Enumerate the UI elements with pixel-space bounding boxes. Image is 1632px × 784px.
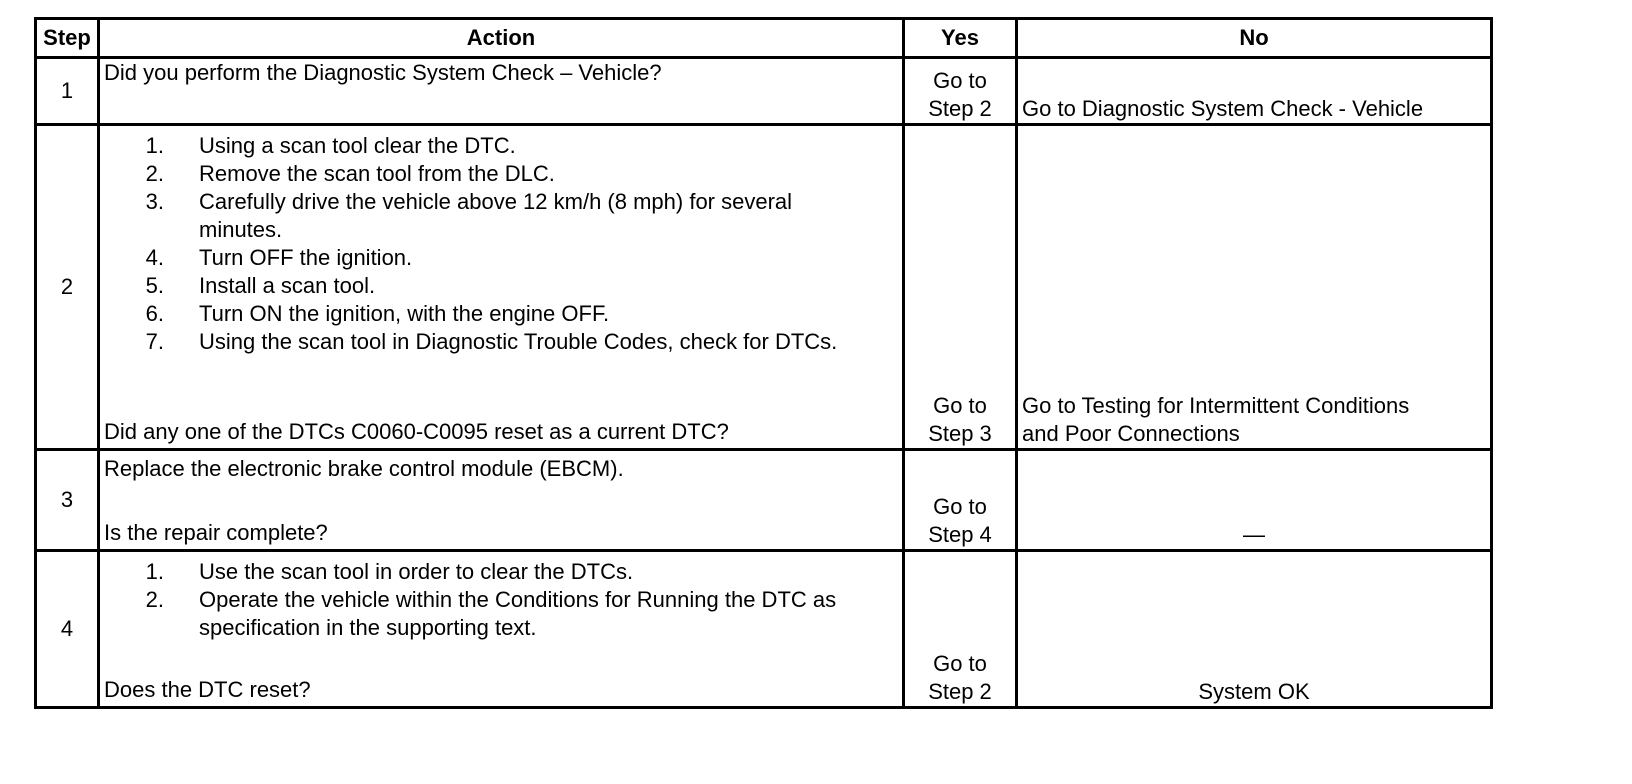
step-number: 1 — [36, 58, 99, 125]
yes-line: Step 4 — [928, 522, 992, 547]
step-number: 3 — [36, 450, 99, 551]
question-text: Is the repair complete? — [104, 520, 328, 545]
yes-line: Go to — [933, 494, 987, 519]
table-row — [36, 58, 1492, 125]
list-item: 2. Remove the scan tool from the DLC. — [145, 161, 555, 186]
list-item: 3. Carefully drive the vehicle above 12 km/h (8 mph) for several minutes. — [145, 189, 793, 242]
list-item: 2. Operate the vehicle within the Conditions for Running the DTC as specification in the supporting text. — [145, 587, 837, 640]
list-item: 5. Install a scan tool. — [145, 273, 376, 298]
list-item: 1. Using a scan tool clear the DTC. — [145, 133, 516, 158]
yes-cell — [904, 551, 1017, 708]
header-yes: Yes — [904, 19, 1017, 58]
no-cell — [1017, 551, 1492, 708]
header-action: Action — [99, 19, 904, 58]
yes-line: Step 3 — [928, 421, 992, 446]
header-step: Step — [36, 19, 99, 58]
yes-cell — [904, 58, 1017, 125]
no-cell — [1017, 58, 1492, 125]
question-text: Does the DTC reset? — [104, 677, 311, 702]
list-item: 6. Turn ON the ignition, with the engine OFF. — [145, 301, 610, 326]
action-text: Replace the electronic brake control module (EBCM). — [104, 456, 624, 481]
action-cell — [99, 551, 904, 708]
step-number: 4 — [36, 551, 99, 708]
yes-line: Go to — [933, 68, 987, 93]
header-no: No — [1017, 19, 1492, 58]
no-text: — — [1243, 522, 1265, 547]
table-row — [36, 450, 1492, 551]
list-item: 4. Turn OFF the ignition. — [145, 245, 413, 270]
diagnostic-table — [34, 17, 1493, 709]
table-row — [36, 125, 1492, 450]
no-cell — [1017, 125, 1492, 450]
list-item: 7. Using the scan tool in Diagnostic Trouble Codes, check for DTCs. — [145, 329, 838, 354]
list-item: 1. Use the scan tool in order to clear the DTCs. — [145, 559, 634, 584]
table-row — [36, 551, 1492, 708]
yes-line: Step 2 — [928, 679, 992, 704]
no-cell — [1017, 450, 1492, 551]
action-text: Did you perform the Diagnostic System Check – Vehicle? — [104, 60, 662, 85]
action-cell — [99, 125, 904, 450]
action-cell — [99, 450, 904, 551]
yes-cell — [904, 450, 1017, 551]
no-line: and Poor Connections — [1022, 421, 1240, 446]
question-text: Did any one of the DTCs C0060-C0095 reset as a current DTC? — [104, 419, 729, 444]
no-text: System OK — [1198, 679, 1310, 704]
yes-line: Go to — [933, 393, 987, 418]
step-number: 2 — [36, 125, 99, 450]
yes-line: Step 2 — [928, 96, 992, 121]
procedure-list — [104, 132, 902, 356]
no-line: Go to Testing for Intermittent Conditions — [1022, 393, 1410, 418]
yes-cell — [904, 125, 1017, 450]
action-cell — [99, 58, 904, 125]
procedure-list — [104, 558, 902, 642]
yes-line: Go to — [933, 651, 987, 676]
header-row — [36, 19, 1492, 58]
no-text: Go to Diagnostic System Check - Vehicle — [1022, 96, 1424, 121]
